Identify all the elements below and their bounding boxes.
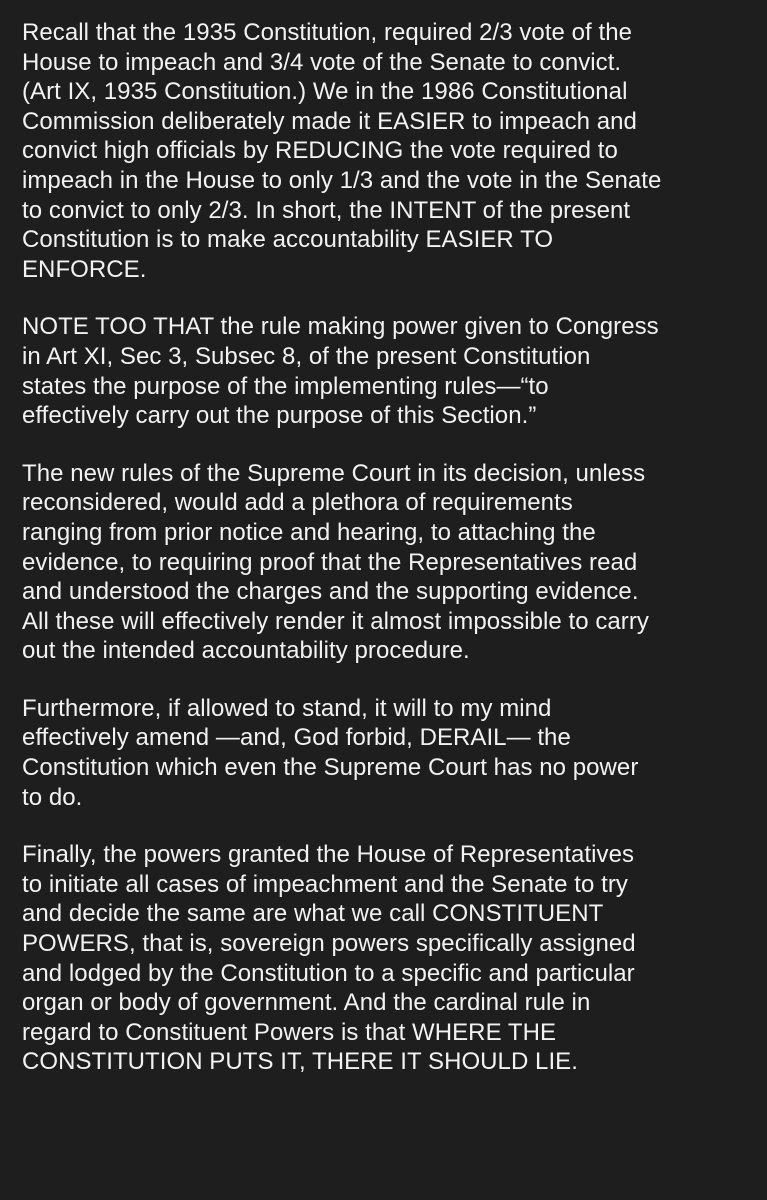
paragraph-constituent-powers: Finally, the powers granted the House of Representatives to initiate all cases of impeachment and the Senate to try and decide the same are what we call CONSTITUENT POWERS, that is, sovereign powers specifically assigned and lodged by the Constitution to a specific and particular organ or body of government. And the cardinal rule in regard to Constituent Powers is that WHERE THE CONSTITUTION PUTS IT, THERE IT SHOULD LIE. xyxy=(22,841,636,1076)
paragraph-recall-1935-constitution: Recall that the 1935 Constitution, required 2/3 vote of the House to impeach and 3/4 vote of the Senate to convict. (Art IX, 1935 Constitution.) We in the 1986 Constitutional Commission deliberately made it EASIER to impeach and convict high officials by REDUCING the vote required to impeach in the House to only 1/3 and the vote in the Senate to convict to only 2/3. In short, the INTENT of the present Constitution is to make accountability EASIER TO ENFORCE. xyxy=(22,19,662,283)
paragraph-supreme-court-new-rules: The new rules of the Supreme Court in its decision, unless reconsidered, would add a plethora of requirements ranging from prior notice and hearing, to attaching the evidence, to requiring proof that the Representatives read and understood the charges and the supporting evidence. All these will effectively render it almost impossible to carry out the intended accountability procedure. xyxy=(22,459,649,665)
paragraph-furthermore-derail: Furthermore, if allowed to stand, it will to my mind effectively amend —and, God forbid, DERAIL— the Constitution which even the Supreme Court has no power to do. xyxy=(22,694,639,811)
paragraph-rule-making-power: NOTE TOO THAT the rule making power given to Congress in Art XI, Sec 3, Subsec 8, of the present Constitution states the purpose of the implementing rules—“to effectively carry out the purpose of this Section.” xyxy=(22,313,659,430)
